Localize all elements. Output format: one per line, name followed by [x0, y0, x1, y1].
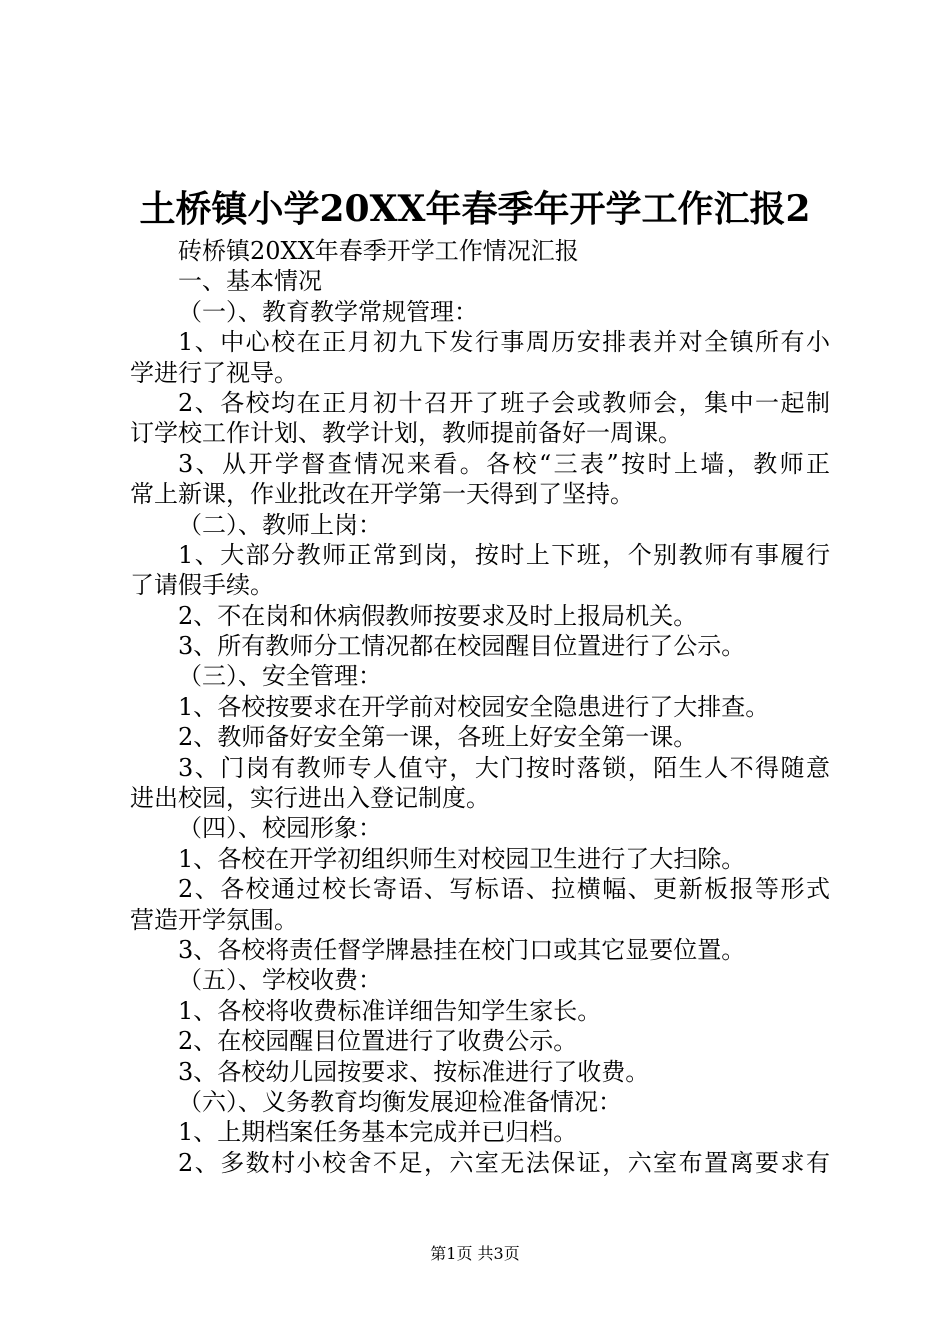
text-line: 3、各校将责任督学牌悬挂在校门口或其它显要位置。: [178, 935, 746, 964]
text-line: 常上新课，作业批改在开学第一天得到了坚持。: [130, 480, 634, 509]
text-line: （一）、教育教学常规管理：: [178, 297, 478, 326]
text-line: 2、多数村小校舍不足，六室无法保证，六室布置离要求有: [178, 1148, 830, 1177]
text-line: 2、各校通过校长寄语、写标语、拉横幅、更新板报等形式: [178, 875, 830, 904]
text-line: 进出校园，实行进出入登记制度。: [130, 784, 490, 813]
text-line: （五）、学校收费：: [178, 966, 382, 995]
text-line: 1、各校按要求在开学前对校园安全隐患进行了大排查。: [178, 692, 770, 721]
text-line: 营造开学氛围。: [130, 905, 298, 934]
text-line: （三）、安全管理：: [178, 662, 382, 691]
text-line: 学进行了视导。: [130, 358, 298, 387]
text-line: 3、从开学督查情况来看。各校“三表”按时上墙，教师正: [178, 449, 830, 478]
page-footer: 第1页 共3页: [430, 1244, 520, 1263]
text-line: （四）、校园形象：: [178, 814, 382, 843]
text-line: 订学校工作计划、教学计划，教师提前备好一周课。: [130, 419, 682, 448]
text-line: 1、各校将收费标准详细告知学生家长。: [178, 996, 602, 1025]
text-line: 3、所有教师分工情况都在校园醒目位置进行了公示。: [178, 632, 746, 661]
text-line: 1、上期档案任务基本完成并已归档。: [178, 1118, 578, 1147]
document-body: [130, 236, 830, 1178]
text-line: （六）、义务教育均衡发展迎检准备情况：: [178, 1087, 622, 1116]
text-line: 2、在校园醒目位置进行了收费公示。: [178, 1027, 578, 1056]
text-line: 一、基本情况: [178, 267, 322, 296]
text-line: 砖桥镇20XX年春季开学工作情况汇报: [178, 237, 579, 265]
text-line: 1、中心校在正月初九下发行事周历安排表并对全镇所有小: [178, 328, 830, 357]
text-line: 1、大部分教师正常到岗，按时上下班，个别教师有事履行: [178, 540, 830, 569]
text-line: 2、教师备好安全第一课，各班上好安全第一课。: [178, 723, 698, 752]
text-line: （二）、教师上岗：: [178, 510, 382, 539]
text-line: 了请假手续。: [130, 571, 274, 600]
text-line: 1、各校在开学初组织师生对校园卫生进行了大扫除。: [178, 844, 746, 873]
text-line: 3、各校幼儿园按要求、按标准进行了收费。: [178, 1057, 650, 1086]
text-line: 3、门岗有教师专人值守，大门按时落锁，陌生人不得随意: [178, 753, 830, 782]
text-line: 2、不在岗和休病假教师按要求及时上报局机关。: [178, 601, 698, 630]
document-title: 土桥镇小学20XX年春季年开学工作汇报2: [139, 188, 811, 230]
text-line: 2、各校均在正月初十召开了班子会或教师会，集中一起制: [178, 388, 830, 417]
